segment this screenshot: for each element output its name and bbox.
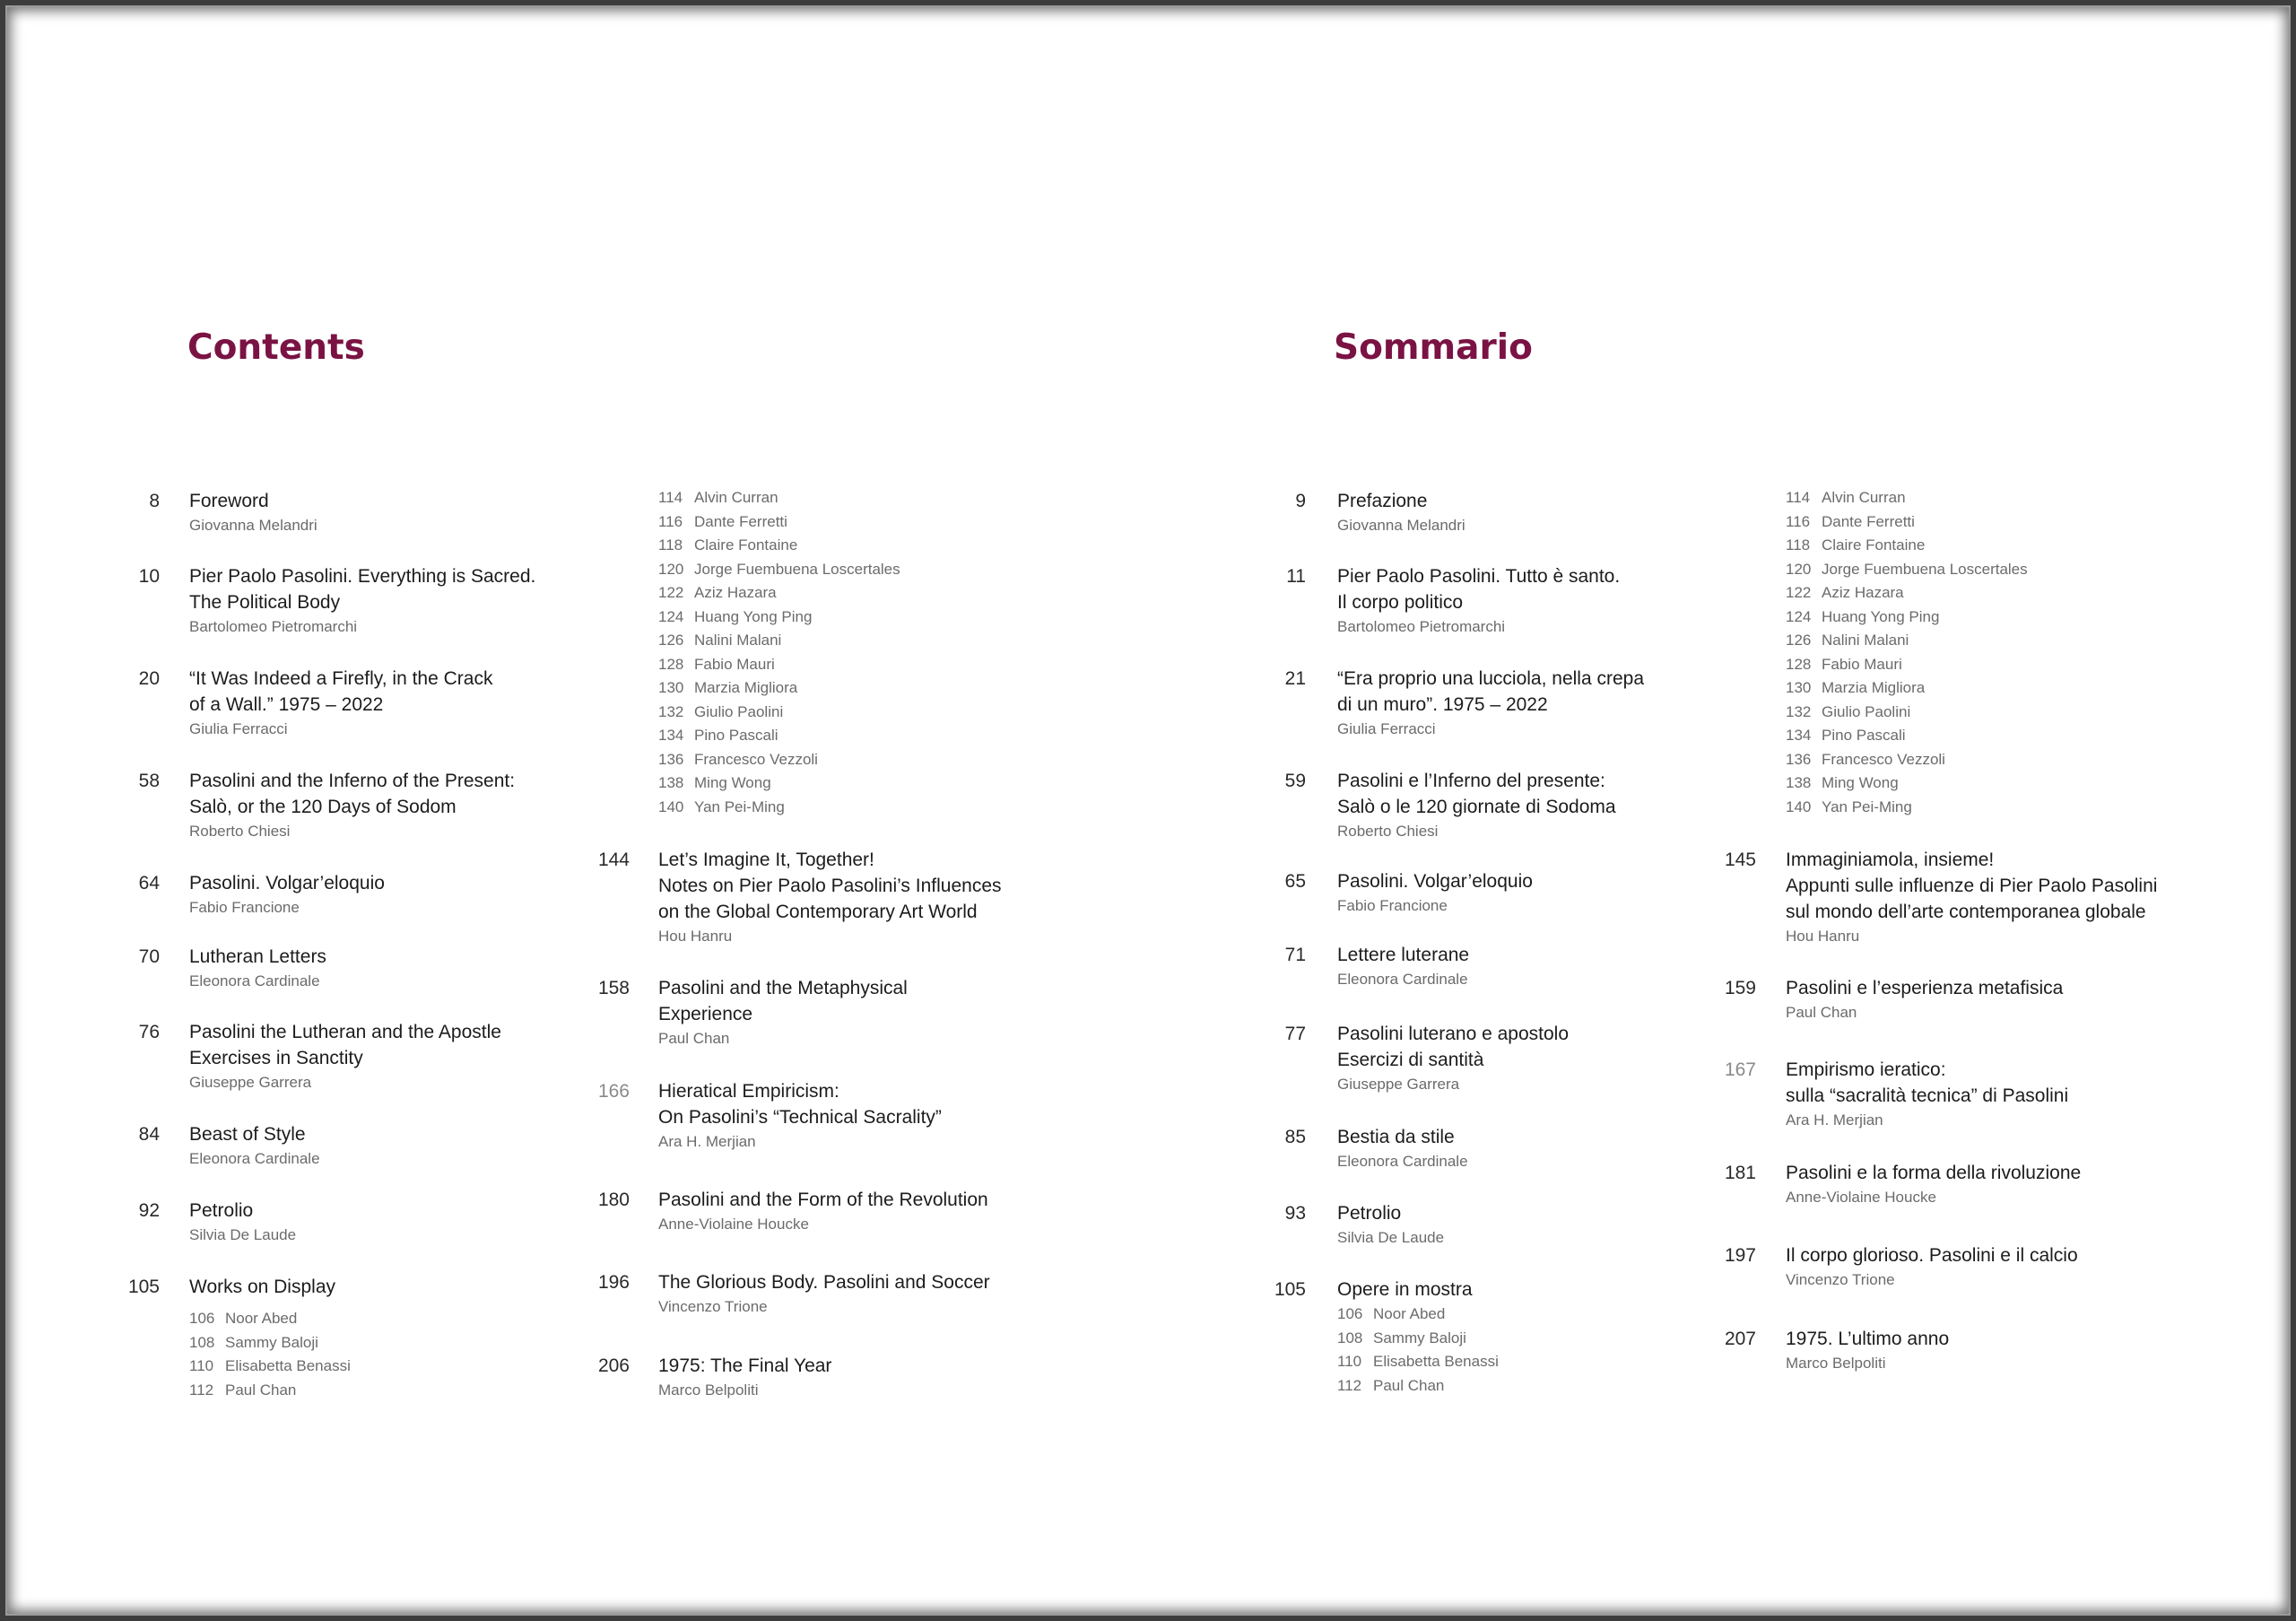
artist-name: Sammy Baloji [1373, 1329, 1466, 1346]
works-item [1786, 558, 2028, 582]
works-item [1786, 510, 2028, 535]
entry-title-line: Pasolini e l’esperienza metafisica [1786, 978, 2064, 998]
works-item [658, 510, 900, 535]
page-number: 64 [138, 873, 160, 893]
entry-title-line: Pasolini. Volgar’eloquio [1337, 871, 1533, 892]
entry-title-line: Pier Paolo Pasolini. Tutto è santo. [1337, 566, 1621, 587]
works-page-number: 112 [189, 1381, 214, 1399]
works-item [1786, 748, 2028, 772]
entry-title-line: The Political Body [189, 592, 341, 613]
artist-name: Jorge Fuembuena Loscertales [1822, 560, 2028, 578]
page-number: 9 [1295, 491, 1306, 511]
entry-title-line: Exercises in Sanctity [189, 1048, 363, 1068]
entry-author: Giulia Ferracci [1337, 720, 1436, 737]
works-page-number: 124 [658, 607, 684, 625]
works-page-number: 132 [658, 702, 684, 720]
entry-text [1786, 1160, 2252, 1208]
entry-author: Giulia Ferracci [189, 720, 288, 737]
entry-title-line: Petrolio [1337, 1203, 1402, 1224]
entry-author: Eleonora Cardinale [189, 972, 320, 989]
artist-name: Giulio Paolini [1822, 702, 1911, 720]
page-number: 93 [1284, 1203, 1306, 1224]
works-page-number: 114 [1786, 489, 1811, 506]
entry-text [189, 563, 656, 638]
entry-author: Paul Chan [658, 1030, 730, 1047]
entry-title-line: Pasolini and the Metaphysical [658, 978, 908, 998]
entry-text [1786, 1326, 2252, 1374]
entry-author: Fabio Francione [189, 899, 300, 916]
entry-title-line: Pasolini luterano e apostolo [1337, 1024, 1570, 1044]
works-list [189, 1307, 351, 1402]
works-item [658, 771, 900, 796]
entry-text [1337, 666, 1804, 740]
entry-author: Giovanna Melandri [189, 517, 317, 534]
entry-author: Eleonora Cardinale [1337, 1153, 1468, 1170]
artist-name: Paul Chan [225, 1381, 297, 1399]
works-item [658, 486, 900, 510]
entry-title-line: Pasolini e l’Inferno del presente: [1337, 771, 1605, 791]
entry-text [1786, 847, 2252, 947]
works-item [1786, 676, 2028, 701]
artist-name: Alvin Curran [694, 489, 778, 506]
page-number: 207 [1724, 1329, 1756, 1349]
artist-name: Ming Wong [694, 774, 771, 791]
works-item [1786, 796, 2028, 820]
entry-text [658, 847, 1125, 947]
entry-text [1337, 563, 1804, 638]
works-list [1786, 486, 2028, 819]
entry-author: Eleonora Cardinale [1337, 971, 1468, 988]
works-item [1786, 701, 2028, 725]
entry-author: Vincenzo Trione [1786, 1271, 1895, 1288]
entry-text [1337, 868, 1804, 917]
works-item [658, 796, 900, 820]
page-number: 8 [149, 491, 160, 511]
works-item [189, 1379, 351, 1403]
page-number: 105 [127, 1277, 160, 1297]
page-number: 76 [138, 1022, 160, 1042]
entry-title-line: Lettere luterane [1337, 945, 1470, 965]
artist-name: Sammy Baloji [225, 1333, 318, 1351]
works-page-number: 140 [658, 797, 684, 815]
entry-title-line: Il corpo glorioso. Pasolini e il calcio [1786, 1245, 2078, 1266]
page-number: 58 [138, 771, 160, 791]
artist-name: Nalini Malani [1822, 632, 1909, 649]
works-item [1786, 629, 2028, 653]
artist-name: Claire Fontaine [694, 536, 798, 553]
entry-text [1337, 1277, 1804, 1303]
contents-heading: Contents [187, 327, 365, 368]
entry-title-line: Immaginiamola, insieme! [1786, 850, 1995, 870]
page-number: 11 [1286, 566, 1306, 587]
works-item [1337, 1327, 1499, 1351]
works-page-number: 116 [1786, 512, 1811, 530]
entry-title-line: 1975. L’ultimo anno [1786, 1329, 1950, 1349]
page-number: 71 [1284, 945, 1306, 965]
artist-name: Marzia Migliora [694, 679, 798, 696]
artist-name: Francesco Vezzoli [694, 750, 818, 768]
works-item [1786, 771, 2028, 796]
page-number: 65 [1284, 871, 1306, 892]
works-page-number: 128 [658, 655, 684, 673]
entry-text [1786, 975, 2252, 1024]
entry-text [658, 1353, 1125, 1401]
works-page-number: 134 [1786, 727, 1812, 744]
artist-name: Fabio Mauri [1822, 655, 1902, 673]
works-page-number: 110 [1337, 1353, 1362, 1370]
page-number: 70 [138, 946, 160, 967]
entry-author: Fabio Francione [1337, 897, 1448, 914]
entry-title-line: on the Global Contemporary Art World [658, 902, 978, 922]
page-number: 105 [1274, 1279, 1306, 1300]
entry-author: Silvia De Laude [189, 1226, 297, 1243]
entry-author: Roberto Chiesi [1337, 823, 1439, 840]
entry-text [1337, 488, 1804, 536]
works-page-number: 130 [1786, 679, 1812, 696]
entry-title-line: Pasolini and the Inferno of the Present: [189, 771, 516, 791]
page-number: 196 [597, 1272, 630, 1293]
entry-author: Eleonora Cardinale [189, 1150, 320, 1167]
works-page-number: 118 [658, 536, 683, 553]
artist-name: Huang Yong Ping [694, 607, 813, 625]
entry-title-line: 1975: The Final Year [658, 1355, 832, 1376]
entry-title-line: “It Was Indeed a Firefly, in the Crack [189, 668, 493, 689]
works-item [1337, 1303, 1499, 1327]
entry-author: Hou Hanru [1786, 928, 1860, 945]
entry-text [1786, 1057, 2252, 1131]
works-page-number: 136 [658, 750, 684, 768]
entry-title-line: Opere in mostra [1337, 1279, 1473, 1300]
works-page-number: 108 [1337, 1329, 1363, 1346]
artist-name: Marzia Migliora [1822, 679, 1926, 696]
artist-name: Huang Yong Ping [1822, 607, 1940, 625]
entry-title-line: Lutheran Letters [189, 946, 326, 967]
works-page-number: 112 [1337, 1376, 1362, 1394]
artist-name: Paul Chan [1373, 1376, 1445, 1394]
page-number: 85 [1284, 1127, 1306, 1147]
artist-name: Nalini Malani [694, 632, 782, 649]
artist-name: Fabio Mauri [694, 655, 775, 673]
works-item [189, 1355, 351, 1379]
page-number: 77 [1284, 1024, 1306, 1044]
entry-text [1337, 1200, 1804, 1249]
entry-author: Roberto Chiesi [189, 823, 291, 840]
entry-author: Silvia De Laude [1337, 1229, 1445, 1246]
works-item [1786, 606, 2028, 630]
entry-title-line: Foreword [189, 491, 269, 511]
entry-title-line: Pasolini and the Form of the Revolution [658, 1190, 988, 1210]
entry-title-line: Pasolini the Lutheran and the Apostle [189, 1022, 501, 1042]
entry-title-line: Notes on Pier Paolo Pasolini’s Influences [658, 876, 1002, 896]
entry-title-line: of a Wall.” 1975 – 2022 [189, 694, 384, 715]
entry-title-line: di un muro”. 1975 – 2022 [1337, 694, 1548, 715]
page-number: 181 [1724, 1163, 1756, 1183]
works-page-number: 114 [658, 489, 683, 506]
entry-title-line: Petrolio [189, 1200, 254, 1221]
entry-title-line: On Pasolini’s “Technical Sacrality” [658, 1107, 942, 1128]
entry-author: Bartolomeo Pietromarchi [1337, 618, 1506, 635]
works-item [1337, 1350, 1499, 1374]
entry-title-line: The Glorious Body. Pasolini and Soccer [658, 1272, 990, 1293]
entry-author: Marco Belpoliti [658, 1381, 759, 1399]
works-page-number: 120 [1786, 560, 1812, 578]
entry-author: Vincenzo Trione [658, 1298, 768, 1315]
entry-title-line: Pasolini e la forma della rivoluzione [1786, 1163, 2082, 1183]
entry-author: Anne-Violaine Houcke [658, 1216, 809, 1233]
works-item [658, 581, 900, 606]
page-number: 197 [1724, 1245, 1756, 1266]
entry-title-line: Let’s Imagine It, Together! [658, 850, 874, 870]
artist-name: Pino Pascali [694, 727, 778, 744]
works-item [1337, 1374, 1499, 1399]
page-number: 144 [597, 850, 630, 870]
page-number: 159 [1724, 978, 1756, 998]
artist-name: Claire Fontaine [1822, 536, 1926, 553]
works-list [658, 486, 900, 819]
page-number: 21 [1284, 668, 1306, 689]
artist-name: Ming Wong [1822, 774, 1899, 791]
entry-author: Giovanna Melandri [1337, 517, 1465, 534]
entry-title-line: Salò, or the 120 Days of Sodom [189, 797, 457, 817]
page-number: 145 [1724, 850, 1756, 870]
entry-author: Bartolomeo Pietromarchi [189, 618, 358, 635]
entry-author: Ara H. Merjian [1786, 1111, 1883, 1129]
entry-title-line: Hieratical Empiricism: [658, 1081, 839, 1102]
works-item [189, 1331, 351, 1355]
entry-text [189, 870, 656, 919]
works-page-number: 106 [189, 1310, 215, 1327]
entry-text [1786, 1242, 2252, 1291]
works-item [658, 748, 900, 772]
page-number: 180 [597, 1190, 630, 1210]
works-page-number: 110 [189, 1357, 214, 1374]
artist-name: Elisabetta Benassi [225, 1357, 351, 1374]
entry-author: Ara H. Merjian [658, 1133, 756, 1150]
artist-name: Francesco Vezzoli [1822, 750, 1945, 768]
artist-name: Giulio Paolini [694, 702, 784, 720]
works-page-number: 106 [1337, 1305, 1363, 1322]
artist-name: Noor Abed [1373, 1305, 1446, 1322]
page-number: 10 [138, 566, 160, 587]
works-item [189, 1307, 351, 1331]
works-page-number: 126 [658, 632, 684, 649]
works-page-number: 126 [1786, 632, 1812, 649]
works-page-number: 134 [658, 727, 684, 744]
entry-text [189, 1121, 656, 1170]
works-item [1786, 653, 2028, 677]
works-list [1337, 1303, 1499, 1398]
page-number: 59 [1284, 771, 1306, 791]
entry-title-line: sulla “sacralità tecnica” di Pasolini [1786, 1085, 2069, 1106]
artist-name: Alvin Curran [1822, 489, 1906, 506]
entry-title-line: Works on Display [189, 1277, 335, 1297]
works-item [658, 558, 900, 582]
works-page-number: 132 [1786, 702, 1812, 720]
works-item [1786, 581, 2028, 606]
entry-title-line: Il corpo politico [1337, 592, 1464, 613]
entry-author: Giuseppe Garrera [1337, 1076, 1460, 1093]
artist-name: Yan Pei-Ming [1822, 797, 1912, 815]
page-number: 158 [597, 978, 630, 998]
entry-text [1337, 768, 1804, 842]
sommario-heading: Sommario [1334, 327, 1533, 368]
entry-author: Paul Chan [1786, 1004, 1857, 1021]
artist-name: Jorge Fuembuena Loscertales [694, 560, 900, 578]
entry-author: Giuseppe Garrera [189, 1074, 312, 1091]
page-number: 20 [138, 668, 160, 689]
works-item [658, 629, 900, 653]
entry-title-line: Beast of Style [189, 1124, 306, 1145]
entry-title-line: Appunti sulle influenze di Pier Paolo Pasolini [1786, 876, 2158, 896]
works-page-number: 138 [1786, 774, 1812, 791]
works-item [658, 606, 900, 630]
entry-text [658, 1269, 1125, 1318]
works-page-number: 120 [658, 560, 684, 578]
works-page-number: 122 [658, 584, 684, 601]
artist-name: Aziz Hazara [1822, 584, 1904, 601]
artist-name: Dante Ferretti [694, 512, 787, 530]
works-page-number: 130 [658, 679, 684, 696]
works-page-number: 136 [1786, 750, 1812, 768]
entry-title-line: “Era proprio una lucciola, nella crepa [1337, 668, 1645, 689]
page-number: 167 [1724, 1059, 1756, 1080]
works-item [658, 653, 900, 677]
entry-title-line: Bestia da stile [1337, 1127, 1455, 1147]
entry-text [189, 768, 656, 842]
entry-title-line: Empirismo ieratico: [1786, 1059, 1946, 1080]
works-page-number: 116 [658, 512, 683, 530]
entry-text [658, 1078, 1125, 1153]
works-page-number: 124 [1786, 607, 1812, 625]
page-number: 84 [138, 1124, 160, 1145]
entry-text [189, 666, 656, 740]
artist-name: Aziz Hazara [694, 584, 777, 601]
artist-name: Dante Ferretti [1822, 512, 1915, 530]
entry-author: Marco Belpoliti [1786, 1355, 1886, 1372]
entry-title-line: Esercizi di santità [1337, 1050, 1484, 1070]
entry-author: Anne-Violaine Houcke [1786, 1189, 1936, 1206]
entry-author: Hou Hanru [658, 928, 733, 945]
works-page-number: 118 [1786, 536, 1811, 553]
artist-name: Noor Abed [225, 1310, 298, 1327]
works-page-number: 122 [1786, 584, 1812, 601]
entry-text [189, 488, 656, 536]
entry-text [658, 975, 1125, 1050]
works-page-number: 108 [189, 1333, 215, 1351]
artist-name: Pino Pascali [1822, 727, 1906, 744]
entry-text [658, 1187, 1125, 1235]
works-item [658, 724, 900, 748]
works-item [1786, 724, 2028, 748]
page-number: 206 [597, 1355, 630, 1376]
entry-title-line: Pasolini. Volgar’eloquio [189, 873, 385, 893]
entry-title-line: Experience [658, 1004, 753, 1024]
artist-name: Yan Pei-Ming [694, 797, 785, 815]
artist-name: Elisabetta Benassi [1373, 1353, 1499, 1370]
entry-title-line: Salò o le 120 giornate di Sodoma [1337, 797, 1616, 817]
works-page-number: 140 [1786, 797, 1812, 815]
works-item [1786, 486, 2028, 510]
works-item [658, 534, 900, 558]
page-number: 166 [597, 1081, 630, 1102]
entry-title-line: Prefazione [1337, 491, 1428, 511]
works-page-number: 138 [658, 774, 684, 791]
entry-title-line: Pier Paolo Pasolini. Everything is Sacred. [189, 566, 536, 587]
entry-title-line: sul mondo dell’arte contemporanea globale [1786, 902, 2146, 922]
works-item [1786, 534, 2028, 558]
page-number: 92 [138, 1200, 160, 1221]
works-item [658, 701, 900, 725]
works-item [658, 676, 900, 701]
works-page-number: 128 [1786, 655, 1812, 673]
